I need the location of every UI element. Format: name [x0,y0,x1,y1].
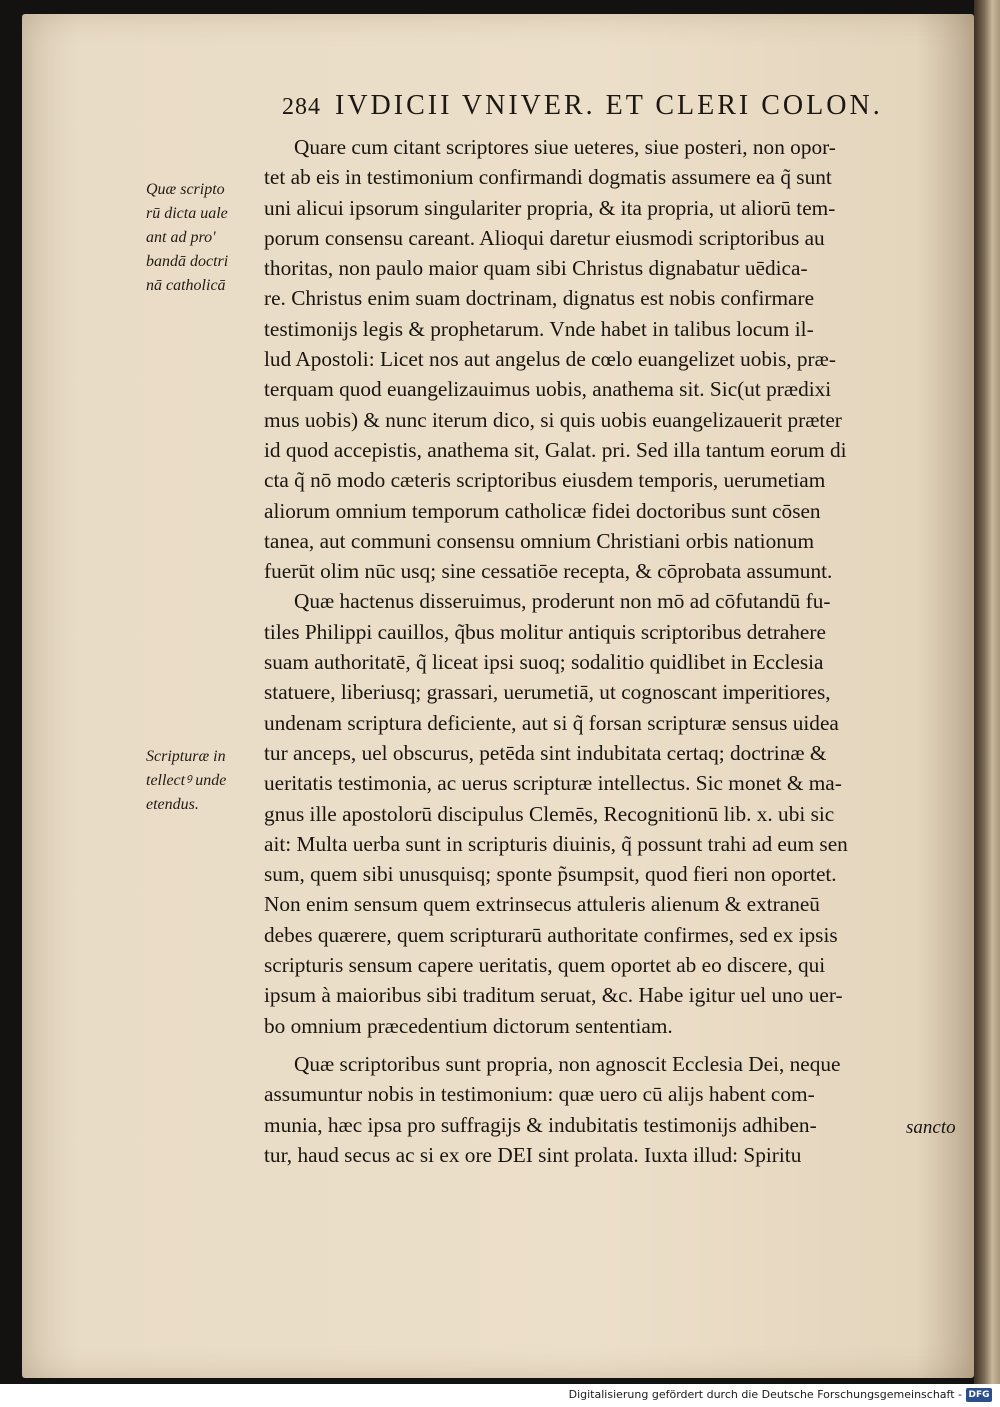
text-line: aliorum omnium temporum catholicæ fidei doctoribus sunt cōsen [264,498,821,523]
text-line: lud Apostoli: Licet nos aut angelus de cœlo euangelizet uobis, præ- [264,347,836,372]
digitization-footer [0,1384,1000,1407]
text-line: suam authoritatē, q̃ liceat ipsi suoq; sodalitio quidlibet in Ecclesia [264,650,824,675]
text-line: uni alicui ipsorum singulariter propria, & ita propria, ut aliorū tem- [264,195,836,220]
catchword: sancto [906,1117,956,1138]
text-line: Quæ hactenus disseruimus, proderunt non mō ad cōfutandū fu- [294,589,831,614]
text-line: assumuntur nobis in testimonium: quæ uero cū alijs habent com- [264,1082,815,1107]
paragraph-2 [264,586,964,1040]
text-line: munia, hæc ipsa pro suffragijs & indubitatis testimonijs adhiben- [264,1112,817,1137]
funding-credit: Digitalisierung gefördert durch die Deutsche Forschungsgemeinschaft - [568,1388,962,1401]
paragraph-1 [264,132,964,586]
text-line: Quare cum citant scriptores siue ueteres, siue posteri, non opor- [294,135,836,159]
text-line: tur, haud secus ac si ex ore DEI sint prolata. Iuxta illud: Spiritu [264,1142,802,1167]
text-line: fuerūt olim nūc usq; sine cessatiōe recepta, & cōprobata assumunt. [264,559,833,584]
book-spine-edge [974,0,1000,1384]
margin-note-2 [146,745,264,817]
text-line: thoritas, non paulo maior quam sibi Christus dignabatur uēdica- [264,256,808,281]
margin-note-line: tellectꝰ unde [146,772,227,789]
margin-note-line: rū dicta uale [146,205,228,222]
text-line: tanea, aut communi consensu omnium Christiani orbis nationum [264,528,815,553]
text-line: scripturis sensum capere ueritatis, quem oportet ab eo discere, qui [264,953,826,978]
text-line: testimonijs legis & prophetarum. Vnde habet in talibus locum il- [264,316,814,341]
page-number: 284 [282,94,321,120]
margin-note-line: Scripturæ in [146,748,226,765]
text-line: debes quærere, quem scripturarū authoritate confirmes, sed ex ipsis [264,922,838,947]
text-line: gnus ille apostolorū discipulus Clemēs, Recognitionū lib. x. ubi sic [264,801,835,826]
text-line: Non enim sensum quem extrinsecus attuleris alienum & extraneū [264,892,820,917]
margin-note-line: Quæ scripto [146,181,225,198]
margin-note-line: nā catholicā [146,277,226,294]
text-line: mus uobis) & nunc iterum dico, si quis uobis euangelizauerit præter [264,407,842,432]
dfg-logo: DFG [966,1388,992,1402]
margin-note-line: bandā doctri [146,253,229,270]
text-line: bo omnium præcedentium dictorum sententiam. [264,1013,673,1038]
running-header [282,90,883,122]
paragraph-3 [264,1049,964,1170]
text-line: Quæ scriptoribus sunt propria, non agnoscit Ecclesia Dei, neque [294,1051,841,1076]
text-line: statuere, liberiusq; grassari, uerumetiā, ut cognoscant imperitiores, [264,680,831,705]
text-line: ipsum à maioribus sibi traditum seruat, &c. Habe igitur uel uno uer- [264,983,843,1008]
text-line: terquam quod euangelizauimus uobis, anathema sit. Sic(ut prædixi [264,377,832,402]
text-line: ait: Multa uerba sunt in scripturis diuinis, q̃ possunt trahi ad eum sen [264,831,848,856]
text-line: id quod accepistis, anathema sit, Galat. pri. Sed illa tantum eorum di [264,437,847,462]
text-line: ueritatis testimonia, ac uerus scripturæ intellectus. Sic monet & ma- [264,771,842,796]
text-line: re. Christus enim suam doctrinam, dignatus est nobis confirmare [264,286,815,311]
running-title: IVDICII VNIVER. ET CLERI COLON. [335,90,883,121]
text-line: sum, quem sibi unusquisq; sponte p̃sumpsit, quod fieri non oportet. [264,862,837,887]
text-line: porum consensu careant. Alioqui daretur eiusmodi scriptoribus au [264,225,825,250]
text-line: tet ab eis in testimonium confirmandi dogmatis assumere ea q̃ sunt [264,165,832,190]
margin-note-line: ant ad pro' [146,229,216,246]
body-text [264,132,964,1170]
margin-note-1 [146,178,264,298]
margin-note-line: etendus. [146,796,199,813]
text-line: cta q̃ nō modo cæteris scriptoribus eiusdem temporis, uerumetiam [264,468,826,493]
text-line: tur anceps, uel obscurus, petēda sint indubitata certaq; doctrinæ & [264,740,827,765]
text-line: tiles Philippi cauillos, q̃bus molitur antiquis scriptoribus detrahere [264,619,826,644]
text-line: undenam scriptura deficiente, aut si q̃ forsan scripturæ sensus uidea [264,710,839,735]
